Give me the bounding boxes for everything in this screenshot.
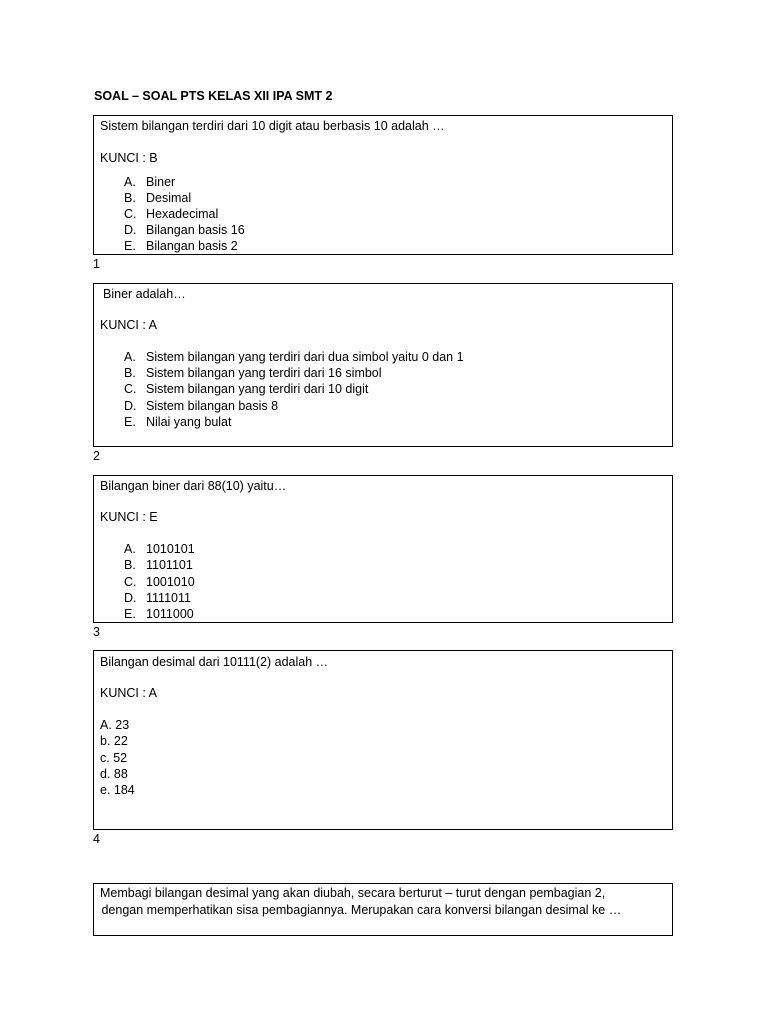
- option-text: Sistem bilangan yang terdiri dari 16 simbol: [146, 366, 382, 380]
- option-b: [124, 190, 191, 206]
- question-box-2: [93, 283, 673, 447]
- answer-key: KUNCI : A: [100, 686, 157, 700]
- option-a: [124, 541, 195, 557]
- option-letter: D.: [124, 399, 137, 413]
- question-text: Biner adalah…: [103, 287, 186, 301]
- option-c: c. 52: [100, 751, 128, 765]
- option-letter: C.: [124, 575, 137, 589]
- option-letter: E.: [124, 239, 136, 253]
- option-text: Hexadecimal: [146, 207, 219, 221]
- option-text: Sistem bilangan yang terdiri dari 10 digit: [146, 382, 369, 396]
- option-text: 1111011: [146, 591, 191, 605]
- option-text: Biner: [146, 175, 176, 189]
- option-letter: E.: [124, 607, 136, 621]
- option-letter: B.: [124, 191, 136, 205]
- page-title: SOAL – SOAL PTS KELAS XII IPA SMT 2: [94, 89, 333, 103]
- question-box-5: [93, 883, 673, 936]
- option-letter: A.: [124, 350, 136, 364]
- option-c: [124, 206, 218, 222]
- question-text-line-2: dengan memperhatikan sisa pembagiannya. Merupakan cara konversi bilangan desimal ke …: [98, 903, 622, 917]
- question-number-4: 4: [93, 832, 100, 846]
- option-c: [124, 574, 195, 590]
- option-c: [124, 381, 368, 397]
- option-text: Bilangan basis 16: [146, 223, 245, 237]
- option-letter: C.: [124, 207, 137, 221]
- question-box-3: [93, 475, 673, 623]
- question-number-2: 2: [93, 449, 100, 463]
- option-letter: A.: [124, 175, 136, 189]
- option-letter: D.: [124, 223, 137, 237]
- option-letter: C.: [124, 382, 137, 396]
- option-e: [124, 238, 238, 254]
- question-box-1: [93, 115, 673, 255]
- question-number-1: 1: [93, 257, 100, 271]
- option-letter: D.: [124, 591, 137, 605]
- option-a: [124, 349, 464, 365]
- option-b: [124, 557, 193, 573]
- option-letter: B.: [124, 558, 136, 572]
- option-b: b. 22: [100, 734, 128, 748]
- question-text-line-1: Membagi bilangan desimal yang akan diubah, secara berturut – turut dengan pembagian 2,: [100, 886, 606, 900]
- option-d: [124, 222, 245, 238]
- option-letter: B.: [124, 366, 136, 380]
- option-letter: A.: [124, 542, 136, 556]
- option-e: [124, 414, 231, 430]
- question-box-4: [93, 650, 673, 830]
- option-text: 1101101: [146, 558, 193, 572]
- option-text: 1011000: [146, 607, 194, 621]
- question-text: Sistem bilangan terdiri dari 10 digit atau berbasis 10 adalah …: [100, 119, 445, 133]
- question-text: Bilangan desimal dari 10111(2) adalah …: [100, 655, 329, 669]
- option-d: [124, 590, 191, 606]
- option-text: Nilai yang bulat: [146, 415, 232, 429]
- option-text: Bilangan basis 2: [146, 239, 238, 253]
- option-text: Sistem bilangan basis 8: [146, 399, 279, 413]
- option-a: A. 23: [100, 718, 130, 732]
- answer-key: KUNCI : E: [100, 510, 158, 524]
- option-d: [124, 398, 278, 414]
- answer-key: KUNCI : B: [100, 151, 158, 165]
- option-e: e. 184: [100, 783, 135, 797]
- option-b: [124, 365, 382, 381]
- option-text: 1001010: [146, 575, 195, 589]
- option-text: 1010101: [146, 542, 195, 556]
- option-text: Desimal: [146, 191, 192, 205]
- option-letter: E.: [124, 415, 136, 429]
- question-text: Bilangan biner dari 88(10) yaitu…: [100, 479, 287, 493]
- question-number-3: 3: [93, 625, 100, 639]
- option-e: [124, 606, 194, 622]
- option-d: d. 88: [100, 767, 128, 781]
- option-text: Sistem bilangan yang terdiri dari dua simbol yaitu 0 dan 1: [146, 350, 464, 364]
- answer-key: KUNCI : A: [100, 318, 157, 332]
- option-a: [124, 174, 175, 190]
